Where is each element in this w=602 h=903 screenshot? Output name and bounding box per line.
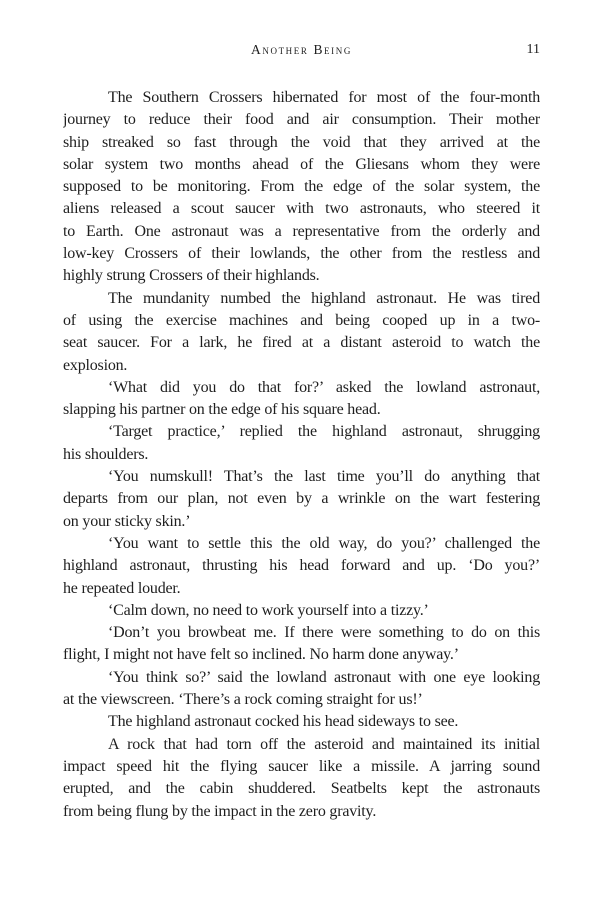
text-line: The highland astronaut cocked his head sideways to see.: [108, 713, 459, 731]
text-line: The mundanity numbed the highland astronaut. He was tired: [108, 289, 540, 307]
text-line: highly strung Crossers of their highlands.: [63, 267, 320, 285]
text-line: journey to reduce their food and air consumption. Their mother: [63, 111, 540, 129]
text-line: to Earth. One astronaut was a representative from the orderly and: [63, 222, 540, 240]
text-line: departs from our plan, not even by a wrinkle on the wart festering: [63, 490, 540, 508]
running-head: [63, 42, 540, 60]
page-body: [63, 87, 540, 823]
text-line: his shoulders.: [63, 445, 149, 463]
running-head-title: Another Being: [251, 42, 352, 57]
text-line: ‘Don’t you browbeat me. If there were something to do on this: [108, 624, 540, 642]
paragraph: [63, 533, 540, 600]
text-line: solar system two months ahead of the Gliesans whom they were: [63, 155, 540, 173]
text-line: of using the exercise machines and being cooped up in a two-: [63, 311, 540, 329]
text-line: low-key Crossers of their lowlands, the other from the restless and: [63, 245, 540, 263]
paragraph: [63, 87, 540, 288]
text-line: A rock that had torn off the asteroid and maintained its initial: [108, 735, 540, 753]
text-line: ship streaked so fast through the void that they arrived at the: [63, 133, 540, 151]
text-line: ‘You want to settle this the old way, do you?’ challenged the: [108, 534, 540, 552]
text-line: on your sticky skin.’: [63, 512, 191, 530]
text-line: ‘You numskull! That’s the last time you’ll do anything that: [108, 468, 540, 486]
paragraph: [63, 288, 540, 377]
text-line: erupted, and the cabin shuddered. Seatbelts kept the astronauts: [63, 780, 540, 798]
text-line: seat saucer. For a lark, he fired at a distant asteroid to watch the: [63, 334, 540, 352]
text-line: ‘You think so?’ said the lowland astronaut with one eye looking: [108, 668, 540, 686]
text-line: from being flung by the impact in the zero gravity.: [63, 802, 377, 820]
text-line: ‘Calm down, no need to work yourself into a tizzy.’: [108, 601, 429, 619]
paragraph: [63, 600, 540, 622]
text-line: explosion.: [63, 356, 128, 374]
paragraph: [63, 711, 540, 733]
text-line: ‘Target practice,’ replied the highland astronaut, shrugging: [108, 423, 540, 441]
text-line: ‘What did you do that for?’ asked the lowland astronaut,: [108, 378, 540, 396]
text-line: impact speed hit the flying saucer like a missile. A jarring sound: [63, 757, 540, 775]
page-number: 11: [526, 42, 540, 57]
paragraph: [63, 466, 540, 533]
text-line: slapping his partner on the edge of his square head.: [63, 401, 381, 419]
paragraph: [63, 734, 540, 823]
text-line: highland astronaut, thrusting his head forward and up. ‘Do you?’: [63, 557, 540, 575]
paragraph: [63, 667, 540, 712]
text-line: flight, I might not have felt so inclined. No harm done anyway.’: [63, 646, 459, 664]
paragraph: [63, 421, 540, 466]
text-line: The Southern Crossers hibernated for most of the four-month: [108, 89, 540, 106]
text-line: he repeated louder.: [63, 579, 181, 597]
paragraph: [63, 377, 540, 422]
text-line: aliens released a scout saucer with two astronauts, who steered it: [63, 200, 540, 218]
text-line: supposed to be monitoring. From the edge of the solar system, the: [63, 178, 540, 196]
text-line: at the viewscreen. ‘There’s a rock coming straight for us!’: [63, 691, 423, 709]
paragraph: [63, 622, 540, 667]
